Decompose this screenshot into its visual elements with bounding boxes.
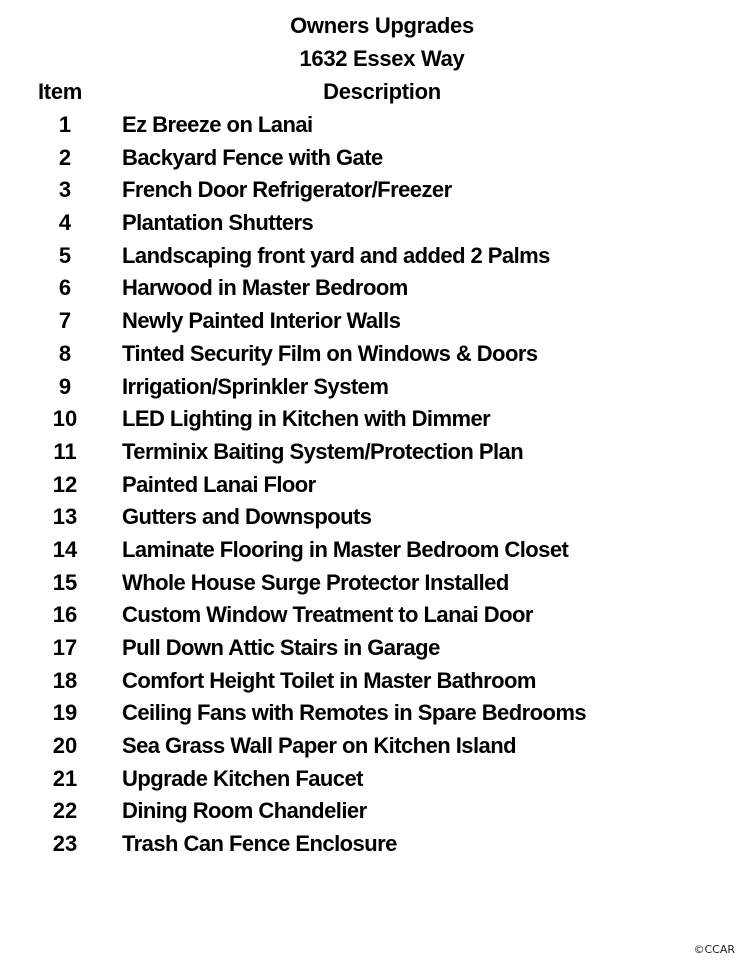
item-description: Harwood in Master Bedroom [122, 275, 408, 301]
table-row [0, 373, 741, 406]
table-row [0, 307, 741, 340]
table-row [0, 176, 741, 209]
item-description: Newly Painted Interior Walls [122, 308, 401, 334]
item-number: 13 [52, 504, 78, 530]
item-number: 2 [58, 144, 72, 170]
item-description: Ez Breeze on Lanai [122, 112, 313, 137]
item-number: 15 [52, 569, 78, 595]
item-number: 7 [58, 308, 72, 334]
item-description: Plantation Shutters [122, 210, 314, 236]
copyright-notice: ©CCAR [693, 943, 735, 956]
item-number: 8 [58, 340, 72, 366]
table-row [0, 765, 741, 798]
table-row [0, 797, 741, 830]
item-description: Trash Can Fence Enclosure [122, 831, 397, 857]
column-header-item: Item [38, 79, 83, 104]
item-description: Sea Grass Wall Paper on Kitchen Island [122, 733, 516, 759]
table-row [0, 503, 741, 536]
upgrades-list [0, 111, 741, 863]
table-row [0, 634, 741, 667]
item-description: Laminate Flooring in Master Bedroom Closet [122, 536, 569, 562]
item-description: Irrigation/Sprinkler System [122, 373, 389, 399]
table-row [0, 405, 741, 438]
table-row [0, 830, 741, 863]
table-row [0, 144, 741, 177]
item-number: 1 [58, 112, 72, 137]
item-number: 11 [53, 438, 77, 464]
table-row [0, 274, 741, 307]
item-description: Backyard Fence with Gate [122, 144, 383, 170]
table-row [0, 111, 741, 144]
property-address: 1632 Essex Way [299, 46, 465, 71]
table-row [0, 340, 741, 373]
item-description: Terminix Baiting System/Protection Plan [122, 438, 524, 464]
item-number: 4 [58, 210, 72, 236]
item-number: 9 [58, 373, 72, 399]
item-number: 16 [52, 602, 78, 628]
item-description: Landscaping front yard and added 2 Palms [122, 242, 550, 268]
column-header-description: Description [323, 79, 441, 104]
item-number: 12 [52, 471, 78, 497]
item-description: Upgrade Kitchen Faucet [122, 765, 363, 791]
table-row [0, 536, 741, 569]
item-number: 21 [52, 765, 78, 791]
item-description: Comfort Height Toilet in Master Bathroom [122, 667, 536, 693]
item-description: Custom Window Treatment to Lanai Door [122, 602, 533, 628]
table-row [0, 732, 741, 765]
table-row [0, 569, 741, 602]
item-number: 20 [52, 733, 78, 759]
table-row [0, 667, 741, 700]
item-description: Whole House Surge Protector Installed [122, 569, 509, 595]
table-row [0, 471, 741, 504]
item-description: Ceiling Fans with Remotes in Spare Bedrooms [122, 700, 587, 726]
document-title: Owners Upgrades [290, 13, 474, 38]
item-number: 17 [52, 635, 78, 660]
item-number: 3 [58, 177, 72, 203]
item-description: Tinted Security Film on Windows & Doors [122, 340, 538, 366]
table-row [0, 438, 741, 471]
item-description: Pull Down Attic Stairs in Garage [122, 635, 440, 660]
item-number: 6 [58, 275, 72, 301]
table-row [0, 209, 741, 242]
item-description: Dining Room Chandelier [122, 798, 367, 824]
item-number: 10 [52, 406, 78, 432]
item-number: 23 [52, 831, 78, 857]
table-row [0, 699, 741, 732]
item-description: Painted Lanai Floor [122, 471, 316, 497]
item-description: LED Lighting in Kitchen with Dimmer [122, 406, 491, 432]
item-number: 5 [58, 242, 72, 268]
table-row [0, 601, 741, 634]
item-description: French Door Refrigerator/Freezer [122, 177, 452, 203]
item-number: 22 [52, 798, 78, 824]
item-number: 18 [52, 667, 78, 693]
table-row [0, 242, 741, 275]
item-number: 14 [52, 536, 78, 562]
item-number: 19 [52, 700, 78, 726]
item-description: Gutters and Downspouts [122, 504, 372, 530]
